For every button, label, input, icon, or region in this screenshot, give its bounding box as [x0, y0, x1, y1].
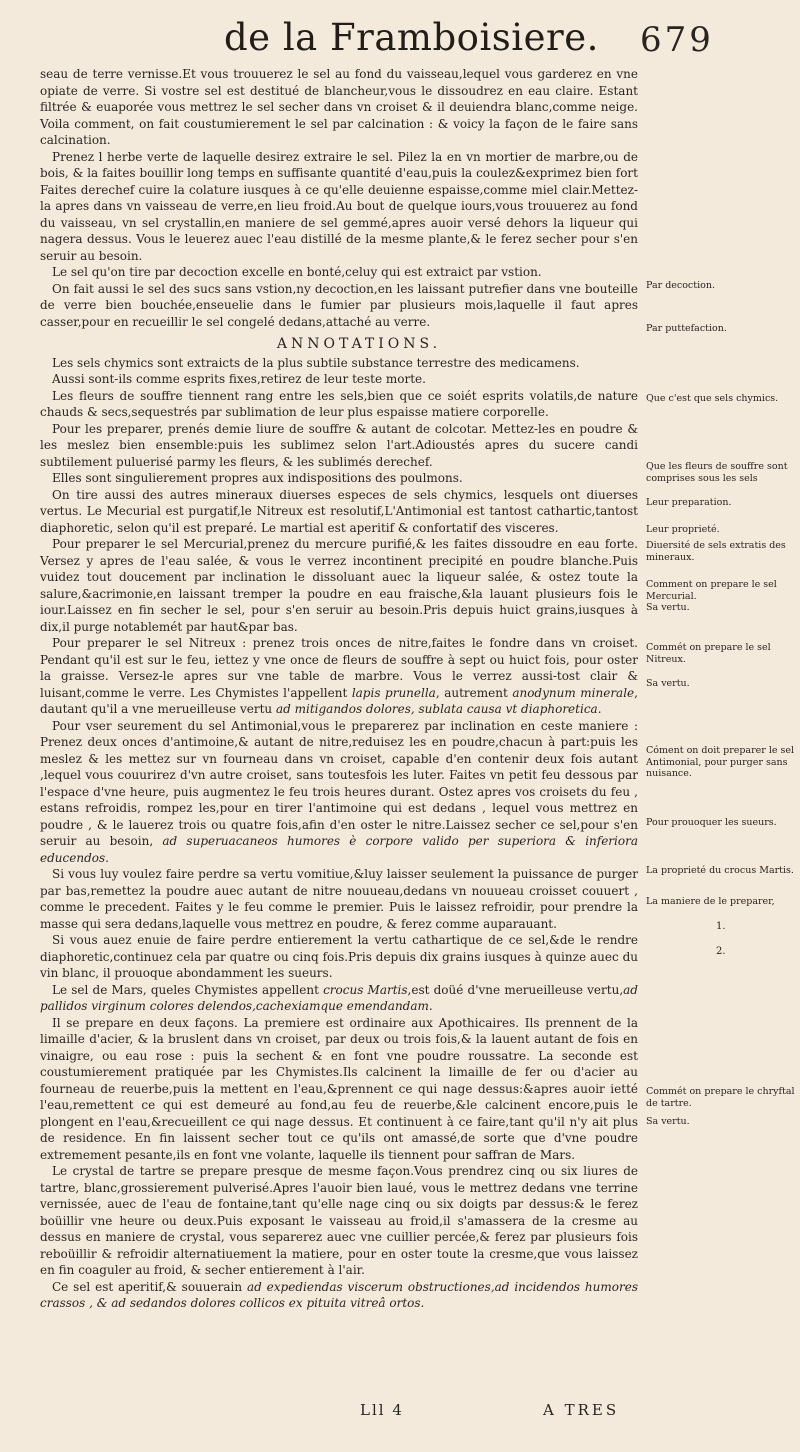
page-number: 679 [640, 20, 714, 60]
margin-note: La maniere de le preparer, [646, 896, 775, 907]
paragraph-text: Pour les preparer, prenés demie liure de souffre & autant de colcotar. Mettez-les en poudre & les meslez bien ensemble:puis les sublimez selon l'art.Adioustés apres du sucere candi subtilement puluerisé parmy les fleurs, & les sublimés derechef. [40, 421, 638, 469]
paragraph [40, 281, 638, 331]
margin-note: Par decoction. [646, 280, 715, 291]
latin-phrase: ad superuacaneos humores è corpore valido per superiora & inferiora educendos. [40, 834, 638, 865]
paragraph-text: Les sels chymics sont extraicts de la plus subtile substance terrestre des medicamens. [52, 355, 580, 370]
signature-mark: Lll 4 [360, 1401, 404, 1419]
paragraph-text: Le sel de Mars, queles Chymistes appellent [52, 982, 324, 997]
margin-note: Comment on prepare le sel Mercurial. [646, 579, 777, 602]
paragraph-text: Pour preparer le sel Mercurial,prenez du mercure purifié,& les faites dissoudre en eau forte. Versez y apres de l'eau salée, & vous le verrez incontinent precipité en poudre blanche.Puis vuidez tout doucement par inclination le dissoluant auec la liqueur salée, & ostez toute la salure,&acrimonie,en laissant tremper la poudre en eau fraische,&la lauant plusieurs fois le iour.Laissez en fin secher le sel, pour s'en seruir au besoin.Pris depuis huict grains,iusques à dix,il purge notablemét par haut&par bas. [40, 537, 638, 634]
margin-note: 1. [716, 921, 726, 932]
margin-note: Leur preparation. [646, 497, 732, 508]
paragraph-text: On fait aussi le sel des sucs sans vstion,ny decoction,en les laissant putrefier dans vne bouteille de verre bien bouchée,enseuelie dans le fumier par plusieurs mois,laquelle il faut apres casser,pour en recueillir le sel congelé dedans,attaché au verre. [40, 281, 638, 329]
margin-note: Sa vertu. [646, 678, 690, 689]
margin-note: Sa vertu. [646, 602, 690, 613]
paragraph [40, 718, 638, 867]
paragraph-text: Pour vser seurement du sel Antimonial,vous le preparerez par inclination en ceste maniere : Prenez deux onces d'antimoine,& autant de nitre,reduisez les en poudre,chacun à part:puis les meslez & les mettez sur vn fourneau dans vn croiset, capable d'en contenir deux fois autant ,lequel vous couurirez d'vn autre croiset, sans toutesfois les luter. Faites vn petit feu dessous par l'espace d'vne heure, puis augmentez le feu trois heures durant. Ostez apres vos croisets du feu , estans refroidis, rompez les,pour en tirer l'antimoine qui est dedans , lequel vous mettrez en poudre , & le lauerez trois ou quatre fois,afin d'en oster le nitre.Laissez secher ce sel,pour s'en seruir au besoin, [40, 718, 638, 848]
margin-note: La proprieté du crocus Martis. [646, 865, 794, 876]
paragraph-text: Aussi sont-ils comme esprits fixes,retirez de leur teste morte. [52, 372, 426, 386]
paragraph-text: Si vous auez enuie de faire perdre entierement la vertu cathartique de ce sel,&de le rendre diaphoretic,continuez cela par quatre ou cinq fois.Pris depuis dix grains iusques à quinze auec du vin blanc, il prouoque abondamment les sueurs. [40, 933, 638, 980]
latin-phrase: ad pallidos virginum colores delendos,cachexiamque emendandam. [40, 982, 638, 1013]
paragraph [40, 1015, 638, 1164]
paragraph [40, 149, 638, 265]
paragraph [40, 536, 638, 635]
paragraph-text: Pour preparer le sel Nitreux : prenez trois onces de nitre,faites le fondre dans vn croiset. Pendant qu'il est sur le feu, iettez y vne once de fleurs de souffre à sept ou huict fois, pour oster la graisse. Versez-le apres sur vne table de marbre. Vous le verrez aussi-tost clair & luisant,comme le verre. Les Chymistes l'appellent [40, 636, 638, 700]
catchword: A TRES [543, 1401, 620, 1419]
paragraph-text: Si vous luy voulez faire perdre sa vertu vomitiue,&luy laisser seulement la puissance de purger par bas,remettez la poudre auec autant de nitre nouueau,dedans vn nouueau croisset couuert , comme le precedent. Faites y le feu comme le premier. Puis le laissez refroidir, pour prendre la masse qui sera dedans,laquelle vous mettrez en poudre, & ferez comme auparauant. [40, 867, 638, 931]
paragraph-text: Les fleurs de souffre tiennent rang entre les sels,bien que ce soiét esprits volatils,de nature chauds & secs,sequestrés par sublimation de leur plus espaisse matiere corporelle. [40, 388, 638, 419]
paragraph [40, 371, 638, 388]
paragraph [40, 1163, 638, 1279]
margin-note: Cóment on doit preparer le sel Antimonial, pour purger sans nuisance. [646, 745, 795, 779]
paragraph [40, 982, 638, 1015]
margin-note: Que les fleurs de souffre sont comprises sous les sels [646, 461, 788, 484]
latin-phrase: ad mitigandos dolores, sublata causa vt diaphoretica. [275, 702, 602, 716]
margin-note: Commét on prepare le sel Nitreux. [646, 642, 771, 665]
paragraph [40, 388, 638, 421]
annotations-heading [80, 336, 638, 353]
paragraph-text: Il se prepare en deux façons. La premiere est ordinaire aux Apothicaires. Ils prennent de la limaille d'acier, & la bruslent dans vn croiset, par deux ou trois fois,& la lauent autant de fois en vinaigre, ou eau rose : puis la sechent & en font vne poudre roussatre. La seconde est coustumierement pratiquée par les Chymistes.Ils calcinent la limaille de fer ou d'acier au fourneau de reuerbe,puis la mettent en l'eau,&prennent ce qui nage dessus:&apres auoir ietté l'eau,remettent ce qui est demeuré au fond,au feu de reuerbe,&le calcinent encore,puis le plongent en l'eau,&recueillent ce qui nage dessus. Et continuent à ce faire,tant qu'il n'y ait plus de residence. En fin laissent secher tout ce qu'ils ont amassé,de sorte que d'vne poudre extremement pesante,ils en font vne volante, laquelle ils tiennent pour saffran de Mars. [40, 1015, 638, 1162]
paragraph [40, 866, 638, 932]
paragraph [40, 355, 638, 372]
paragraph [40, 421, 638, 471]
paragraph-text: Ce sel est aperitif,& souuerain [52, 1279, 247, 1294]
paragraph-text: ,est doüé d'vne merueilleuse vertu, [407, 982, 624, 997]
paragraph [40, 487, 638, 537]
margin-note: Leur proprieté. [646, 524, 720, 535]
page-footer [0, 1401, 800, 1425]
latin-phrase: crocus Martis [323, 982, 408, 997]
margin-note: Pour prouoquer les sueurs. [646, 817, 777, 828]
margin-note: Que c'est que sels chymics. [646, 393, 779, 404]
paragraph-text: Prenez l herbe verte de laquelle desirez extraire le sel. Pilez la en vn mortier de marbre,ou de bois, & la faites bouillir long temps en suffisante quantité d'eau,puis la coulez&exprimez bien fort Faites derechef cuire la colature iusques à ce qu'elle deuienne espaisse,comme miel clair.Mettez-la apres dans vn vaisseau de verre,en lieu froid.Au bout de quelque iours,vous trouuerez au fond du vaisseau, vn sel crystallin,en maniere de sel gemmé,apres auoir versé dehors la liqueur qui nagera dessus. Vous le leuerez auec l'eau distillé de la mesme plante,& le ferez secher pour s'en seruir au besoin. [40, 149, 638, 263]
latin-phrase: ad expediendas viscerum obstructiones,ad incidendos humores crassos , & ad sedandos dolores collicos ex pituita vitreâ ortos. [40, 1279, 638, 1310]
main-text-column [40, 66, 638, 1312]
running-title: de la Framboisiere. [224, 16, 599, 59]
paragraph [40, 470, 638, 487]
paragraph-text: , dautant qu'il a vne merueilleuse vertu [40, 685, 638, 716]
paragraph [40, 932, 638, 982]
margin-note: Sa vertu. [646, 1116, 690, 1127]
latin-phrase: lapis prunella [351, 685, 436, 700]
paragraph [40, 66, 638, 149]
paragraph-text: Elles sont singulierement propres aux indispositions des poulmons. [52, 471, 463, 485]
margin-note: Diuersité de sels extratis des mineraux. [646, 540, 786, 563]
margin-note: Par puttefaction. [646, 323, 727, 334]
paragraph-text: seau de terre vernisse.Et vous trouuerez le sel au fond du vaisseau,lequel vous garderez en vne opiate de verre. Si vostre sel est destitué de blancheur,vous le dissoudrez en eau claire. Estant filtrée & euaporée vous mettrez le sel secher dans vn croiset & il deuiendra blanc,comme neige. Voila comment, on fait coustumierement le sel par calcination : & voicy la façon de le faire sans calcination. [40, 67, 638, 147]
running-header [60, 12, 800, 72]
paragraph-text: ANNOTATIONS. [276, 336, 442, 352]
paragraph [40, 635, 638, 718]
paragraph [40, 264, 638, 281]
paragraph-text: Le sel qu'on tire par decoction excelle en bonté,celuy qui est extraict par vstion. [52, 265, 542, 279]
paragraph [40, 1279, 638, 1312]
margin-note: Commét on prepare le chryftal de tartre. [646, 1086, 795, 1109]
paragraph-text: On tire aussi des autres mineraux diuerses especes de sels chymics, lesquels ont diuerses vertus. Le Mecurial est purgatif,le Nitreux est resolutif,L'Antimonial est tantost cathartic,tantost diaphoretic, selon qu'il est preparé. Le martial est aperitif & confortatif des visceres. [40, 487, 638, 535]
margin-note: 2. [716, 946, 726, 957]
paragraph-text: , autrement [435, 685, 513, 700]
paragraph-text: Le crystal de tartre se prepare presque de mesme façon.Vous prendrez cinq ou six liures de tartre, blanc,grossierement pulverisé.Apres l'auoir bien laué, vous le mettrez dedans vne terrine vernissée, auec de l'eau de fontaine,tant qu'elle nage cinq ou six doigts par dessus:& le ferez boüillir vne heure ou deux.Puis exposant le vaisseau au froid,il s'amassera de la cresme au dessus en maniere de crystal, vous separerez auec vne cuillier percée,& ferez par plusieurs fois reboüillir & refroidir alternatiuement la matiere, pour en oster toute la cresme,que vous laissez en fin coaguler au froid, & secher entierement à l'air. [40, 1164, 638, 1277]
latin-phrase: anodynum minerale [512, 685, 635, 700]
